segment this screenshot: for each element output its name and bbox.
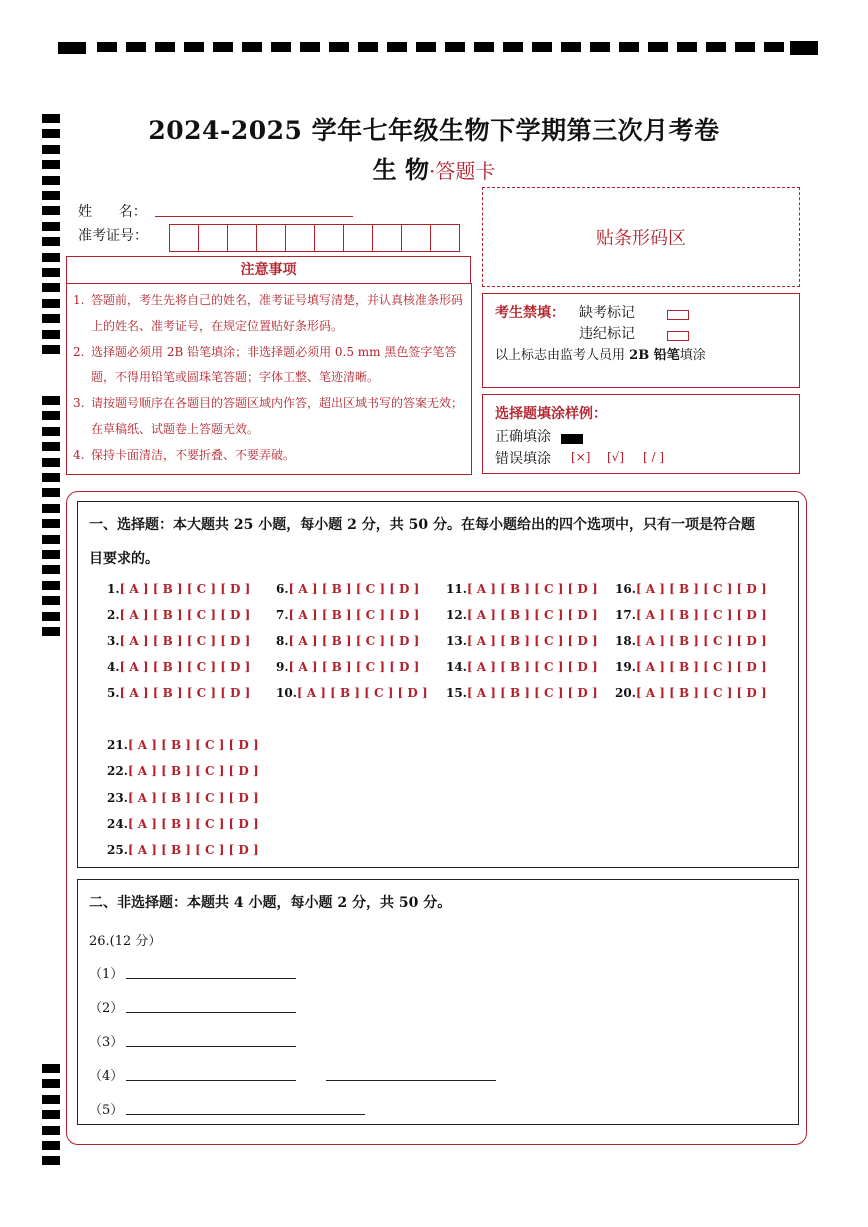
section-nonchoice [77, 879, 799, 1125]
choice-question[interactable] [107, 608, 250, 622]
section-choice-title-2: 目要求的。 [89, 551, 159, 567]
fill-example-box [482, 394, 800, 474]
timing-mark [42, 535, 60, 544]
timing-mark [42, 206, 60, 215]
question-number: 1. [107, 582, 120, 596]
id-digit-cell[interactable] [430, 224, 460, 252]
name-field[interactable] [155, 216, 353, 217]
timing-mark [42, 504, 60, 513]
exam-title: 2024-2025 学年七年级生物下学期第三次月考卷 [148, 116, 720, 145]
part-2-answer-line[interactable] [126, 1012, 296, 1013]
timing-mark [677, 42, 697, 52]
timing-mark [445, 42, 465, 52]
examiner-only-heading: 考生禁填： [495, 305, 565, 321]
examiner-note-suffix: 填涂 [679, 348, 706, 363]
choice-question[interactable] [446, 582, 598, 596]
timing-mark [42, 299, 60, 308]
id-digit-cell[interactable] [401, 224, 431, 252]
subject-title [0, 150, 868, 185]
answer-options[interactable]: [ A ] [ B ] [ C ] [ D ] [635, 634, 767, 648]
timing-mark [790, 41, 818, 55]
timing-mark [42, 1110, 60, 1119]
answer-options[interactable]: [ A ] [ B ] [ C ] [ D ] [635, 660, 767, 674]
part-4-answer-line-b[interactable] [326, 1080, 496, 1081]
timing-mark [271, 42, 291, 52]
id-digit-cell[interactable] [169, 224, 199, 252]
timing-mark [619, 42, 639, 52]
timing-mark [764, 42, 784, 52]
id-digit-cell[interactable] [343, 224, 373, 252]
timing-mark [42, 596, 60, 605]
choice-question[interactable] [276, 582, 419, 596]
timing-mark [42, 473, 60, 482]
timing-mark [126, 42, 146, 52]
timing-mark [42, 283, 60, 292]
answer-options[interactable]: [ A ] [ B ] [ C ] [ D ] [127, 764, 259, 779]
timing-mark [42, 1064, 60, 1073]
question-number: 23. [107, 790, 128, 805]
id-digit-cell[interactable] [256, 224, 286, 252]
timing-mark [474, 42, 494, 52]
question-number: 24. [107, 816, 128, 831]
timing-mark [42, 581, 60, 590]
correct-fill-label: 正确填涂 [495, 429, 551, 445]
id-digit-cell[interactable] [227, 224, 257, 252]
part-5-answer-line[interactable] [126, 1114, 365, 1115]
timing-mark [155, 42, 175, 52]
choice-question[interactable] [107, 686, 250, 700]
answer-options[interactable]: [ A ] [ B ] [ C ] [ D ] [635, 608, 767, 622]
timing-mark [42, 330, 60, 339]
choice-question[interactable] [615, 582, 767, 596]
question-number: 2. [107, 608, 120, 622]
section-nonchoice-title: 二、非选择题：本题共 4 小题，每小题 2 分，共 50 分。 [89, 895, 452, 911]
question-number: 6. [276, 582, 289, 596]
timing-mark [242, 42, 262, 52]
answer-options[interactable]: [ A ] [ B ] [ C ] [ D ] [466, 686, 598, 700]
timing-mark [42, 458, 60, 467]
choice-question[interactable] [107, 791, 259, 805]
timing-mark [42, 1095, 60, 1104]
timing-mark [42, 519, 60, 528]
question-number: 20. [615, 686, 636, 700]
q26-label: 26.(12 分） [89, 934, 162, 949]
answer-options[interactable]: [ A ] [ B ] [ C ] [ D ] [296, 686, 428, 700]
violation-mark-label: 违纪标记 [579, 326, 635, 342]
notice-item [73, 288, 465, 340]
answer-options[interactable]: [ A ] [ B ] [ C ] [ D ] [127, 843, 259, 858]
timing-mark [42, 222, 60, 231]
choice-question[interactable] [107, 738, 259, 752]
barcode-label: 贴条形码区 [596, 228, 686, 249]
choice-question[interactable] [107, 817, 259, 831]
notice-num: 4. [73, 447, 85, 462]
answer-options[interactable]: [ A ] [ B ] [ C ] [ D ] [288, 582, 420, 596]
notice-text: 选择题必须用 2B 铅笔填涂；非选择题必须用 0.5 mm 黑色签字笔答题，不得用铅笔或圆珠笔答题；字体工整、笔迹清晰。 [91, 344, 457, 385]
notice-text: 请按题号顺序在各题目的答题区域内作答，超出区域书写的答案无效；在草稿纸、试题卷上答题无效。 [91, 396, 464, 436]
wrong-fill-label: 错误填涂 [495, 451, 551, 467]
answer-options[interactable]: [ A ] [ B ] [ C ] [ D ] [466, 660, 598, 674]
question-number: 8. [276, 634, 289, 648]
section-choice-title-1: 一、选择题：本大题共 25 小题，每小题 2 分，共 50 分。在每小题给出的四个选项中，只有一项是符合题 [89, 517, 755, 533]
timing-mark [42, 411, 60, 420]
question-number: 18. [615, 634, 636, 648]
answer-options[interactable]: [ A ] [ B ] [ C ] [ D ] [635, 582, 767, 596]
choice-question[interactable] [276, 634, 419, 648]
question-number: 16. [615, 582, 636, 596]
timing-mark [58, 42, 86, 54]
timing-mark [648, 42, 668, 52]
question-number: 25. [107, 843, 128, 858]
barcode-area [482, 187, 800, 287]
choice-question[interactable] [107, 843, 259, 857]
choice-question[interactable] [107, 764, 259, 778]
answer-options[interactable]: [ A ] [ B ] [ C ] [ D ] [466, 634, 598, 648]
timing-mark [42, 1141, 60, 1150]
timing-mark [42, 237, 60, 246]
timing-mark [42, 268, 60, 277]
timing-mark [42, 253, 60, 262]
choice-question[interactable] [276, 660, 419, 674]
timing-mark [42, 612, 60, 621]
timing-mark [329, 42, 349, 52]
id-digit-cell[interactable] [285, 224, 315, 252]
part-3-answer-line[interactable] [126, 1046, 296, 1047]
answer-options[interactable]: [ A ] [ B ] [ C ] [ D ] [127, 790, 259, 805]
fill-example-heading: 选择题填涂样例： [495, 406, 607, 422]
timing-mark [561, 42, 581, 52]
choice-question[interactable] [276, 686, 428, 700]
notice-item [73, 340, 465, 392]
choice-question[interactable] [446, 660, 598, 674]
part-4-label: （4） [89, 1069, 124, 1084]
timing-mark [735, 42, 755, 52]
question-number: 12. [446, 608, 467, 622]
timing-mark [42, 442, 60, 451]
timing-mark [42, 565, 60, 574]
choice-question[interactable] [615, 634, 767, 648]
choice-question[interactable] [446, 634, 598, 648]
timing-mark [213, 42, 233, 52]
question-number: 15. [446, 686, 467, 700]
notice-item [73, 391, 465, 443]
part-1-answer-line[interactable] [126, 978, 296, 979]
part-1-label: （1） [89, 967, 124, 982]
wrong-fill-cross: [×] [571, 450, 591, 464]
choice-question[interactable] [615, 608, 767, 622]
notice-text: 保持卡面清洁，不要折叠、不要弄破。 [91, 447, 296, 462]
examiner-note-pencil: 2B 铅笔 [629, 348, 680, 363]
notice-text: 答题前，考生先将自己的姓名，准考证号填写清楚，并认真核准条形码上的姓名、准考证号，在规定位置贴好条形码。 [91, 293, 464, 333]
timing-mark [416, 42, 436, 52]
correct-fill-sample [561, 428, 583, 447]
timing-mark [42, 396, 60, 405]
examiner-note [495, 344, 706, 363]
question-number: 22. [107, 764, 128, 779]
part-5-label: （5） [89, 1103, 124, 1118]
timing-mark [42, 314, 60, 323]
timing-mark [184, 42, 204, 52]
answer-options[interactable]: [ A ] [ B ] [ C ] [ D ] [288, 660, 420, 674]
part-2-label: （2） [89, 1001, 124, 1016]
question-number: 13. [446, 634, 467, 648]
question-number: 7. [276, 608, 289, 622]
answer-options[interactable]: [ A ] [ B ] [ C ] [ D ] [119, 660, 251, 674]
timing-mark [97, 42, 117, 52]
choice-question[interactable] [276, 608, 419, 622]
question-number: 9. [276, 660, 289, 674]
notice-title: 注意事项 [66, 256, 471, 284]
timing-mark [42, 1079, 60, 1088]
timing-mark [42, 191, 60, 200]
answer-options[interactable]: [ A ] [ B ] [ C ] [ D ] [635, 686, 767, 700]
notice-num: 3. [73, 396, 85, 411]
violation-mark-box[interactable] [667, 325, 689, 344]
section-choice [77, 501, 799, 868]
answer-options[interactable]: [ A ] [ B ] [ C ] [ D ] [127, 738, 259, 752]
part-4-answer-line-a[interactable] [126, 1080, 296, 1081]
id-digit-cell[interactable] [198, 224, 228, 252]
question-number: 14. [446, 660, 467, 674]
absent-mark-label: 缺考标记 [579, 305, 635, 321]
timing-mark [42, 627, 60, 636]
question-number: 5. [107, 686, 120, 700]
answer-options[interactable]: [ A ] [ B ] [ C ] [ D ] [127, 816, 259, 831]
answer-options[interactable]: [ A ] [ B ] [ C ] [ D ] [119, 634, 251, 648]
choice-question[interactable] [615, 660, 767, 674]
answer-options[interactable]: [ A ] [ B ] [ C ] [ D ] [466, 582, 598, 596]
id-digit-cell[interactable] [372, 224, 402, 252]
notice-num: 1. [73, 293, 85, 307]
answer-options[interactable]: [ A ] [ B ] [ C ] [ D ] [119, 582, 251, 596]
answer-options[interactable]: [ A ] [ B ] [ C ] [ D ] [288, 608, 420, 622]
examiner-note-text: 以上标志由监考人员用 [495, 348, 626, 363]
question-number: 21. [107, 738, 128, 752]
question-number: 17. [615, 608, 636, 622]
choice-question[interactable] [107, 634, 250, 648]
notice-num: 2. [73, 344, 85, 359]
timing-mark [532, 42, 552, 52]
wrong-fill-check: [√] [607, 450, 625, 464]
answer-options[interactable]: [ A ] [ B ] [ C ] [ D ] [119, 608, 251, 622]
question-number: 19. [615, 660, 636, 674]
absent-mark-box[interactable] [667, 304, 689, 323]
part-3-label: （3） [89, 1035, 124, 1050]
question-number: 4. [107, 660, 120, 674]
choice-question[interactable] [107, 660, 250, 674]
timing-mark [706, 42, 726, 52]
answer-options[interactable]: [ A ] [ B ] [ C ] [ D ] [119, 686, 251, 700]
choice-question[interactable] [107, 582, 250, 596]
timing-mark [42, 427, 60, 436]
timing-mark [358, 42, 378, 52]
name-label: 姓 名： [78, 204, 147, 220]
timing-mark [42, 1156, 60, 1165]
id-digit-cell[interactable] [314, 224, 344, 252]
question-number: 11. [446, 582, 467, 596]
question-number: 10. [276, 686, 297, 700]
choice-question[interactable] [446, 608, 598, 622]
timing-mark [42, 1126, 60, 1135]
timing-mark [387, 42, 407, 52]
answer-options[interactable]: [ A ] [ B ] [ C ] [ D ] [288, 634, 420, 648]
timing-mark [42, 488, 60, 497]
timing-mark [503, 42, 523, 52]
wrong-fill-slash: [ / ] [643, 450, 665, 464]
answer-card-label: ·答题卡 [429, 159, 496, 183]
timing-mark [42, 345, 60, 354]
question-number: 3. [107, 634, 120, 648]
choice-question[interactable] [446, 686, 598, 700]
notice-body [66, 283, 472, 475]
subject-name: 生 物 [372, 155, 429, 184]
timing-mark [42, 550, 60, 559]
id-label: 准考证号： [78, 228, 148, 244]
id-number-boxes[interactable] [170, 224, 460, 252]
timing-mark [300, 42, 320, 52]
choice-question[interactable] [615, 686, 767, 700]
examiner-only-box [482, 293, 800, 388]
answer-options[interactable]: [ A ] [ B ] [ C ] [ D ] [466, 608, 598, 622]
notice-item [73, 443, 465, 469]
timing-mark [590, 42, 610, 52]
